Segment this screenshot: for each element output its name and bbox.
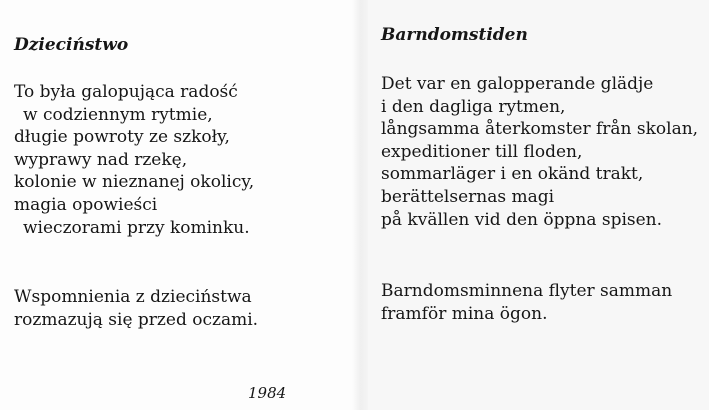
poem-line: wieczorami przy kominku.: [23, 217, 250, 238]
left-poem-title: Dzieciństwo: [14, 35, 129, 55]
poem-line: kolonie w nieznanej okolicy,: [14, 172, 255, 193]
book-gutter: [352, 0, 368, 410]
poem-line: framför mina ögon.: [381, 303, 548, 324]
poem-line: To była galopująca radość: [14, 82, 238, 102]
poem-line: wyprawy nad rzekę,: [14, 149, 188, 170]
poem-line: Det var en galopperande glädje: [381, 74, 654, 94]
right-poem-stanza-2: [381, 280, 672, 325]
poem-line: i den dagliga rytmen,: [381, 96, 566, 117]
left-poem-stanza-1: [14, 81, 254, 239]
poem-line: på kvällen vid den öppna spisen.: [381, 209, 663, 230]
poem-line: sommarläger i en okänd trakt,: [381, 164, 644, 185]
poem-line: rozmazują się przed oczami.: [14, 309, 259, 330]
poem-line: expeditioner till floden,: [381, 141, 583, 162]
poem-line: långsamma återkomster från skolan,: [381, 119, 699, 140]
poem-line: w codziennym rytmie,: [23, 104, 213, 125]
left-poem-stanza-2: [14, 286, 258, 331]
poem-line: Barndomsminnena flyter samman: [381, 281, 673, 301]
right-poem-title: Barndomstiden: [381, 25, 528, 45]
right-poem-stanza-1: [381, 73, 698, 231]
poem-line: Wspomnienia z dzieciństwa: [14, 287, 252, 307]
poem-line: długie powroty ze szkoły,: [14, 127, 230, 148]
poem-line: berättelsernas magi: [381, 186, 555, 207]
poem-year: 1984: [248, 384, 287, 402]
poem-line: magia opowieści: [14, 194, 158, 215]
